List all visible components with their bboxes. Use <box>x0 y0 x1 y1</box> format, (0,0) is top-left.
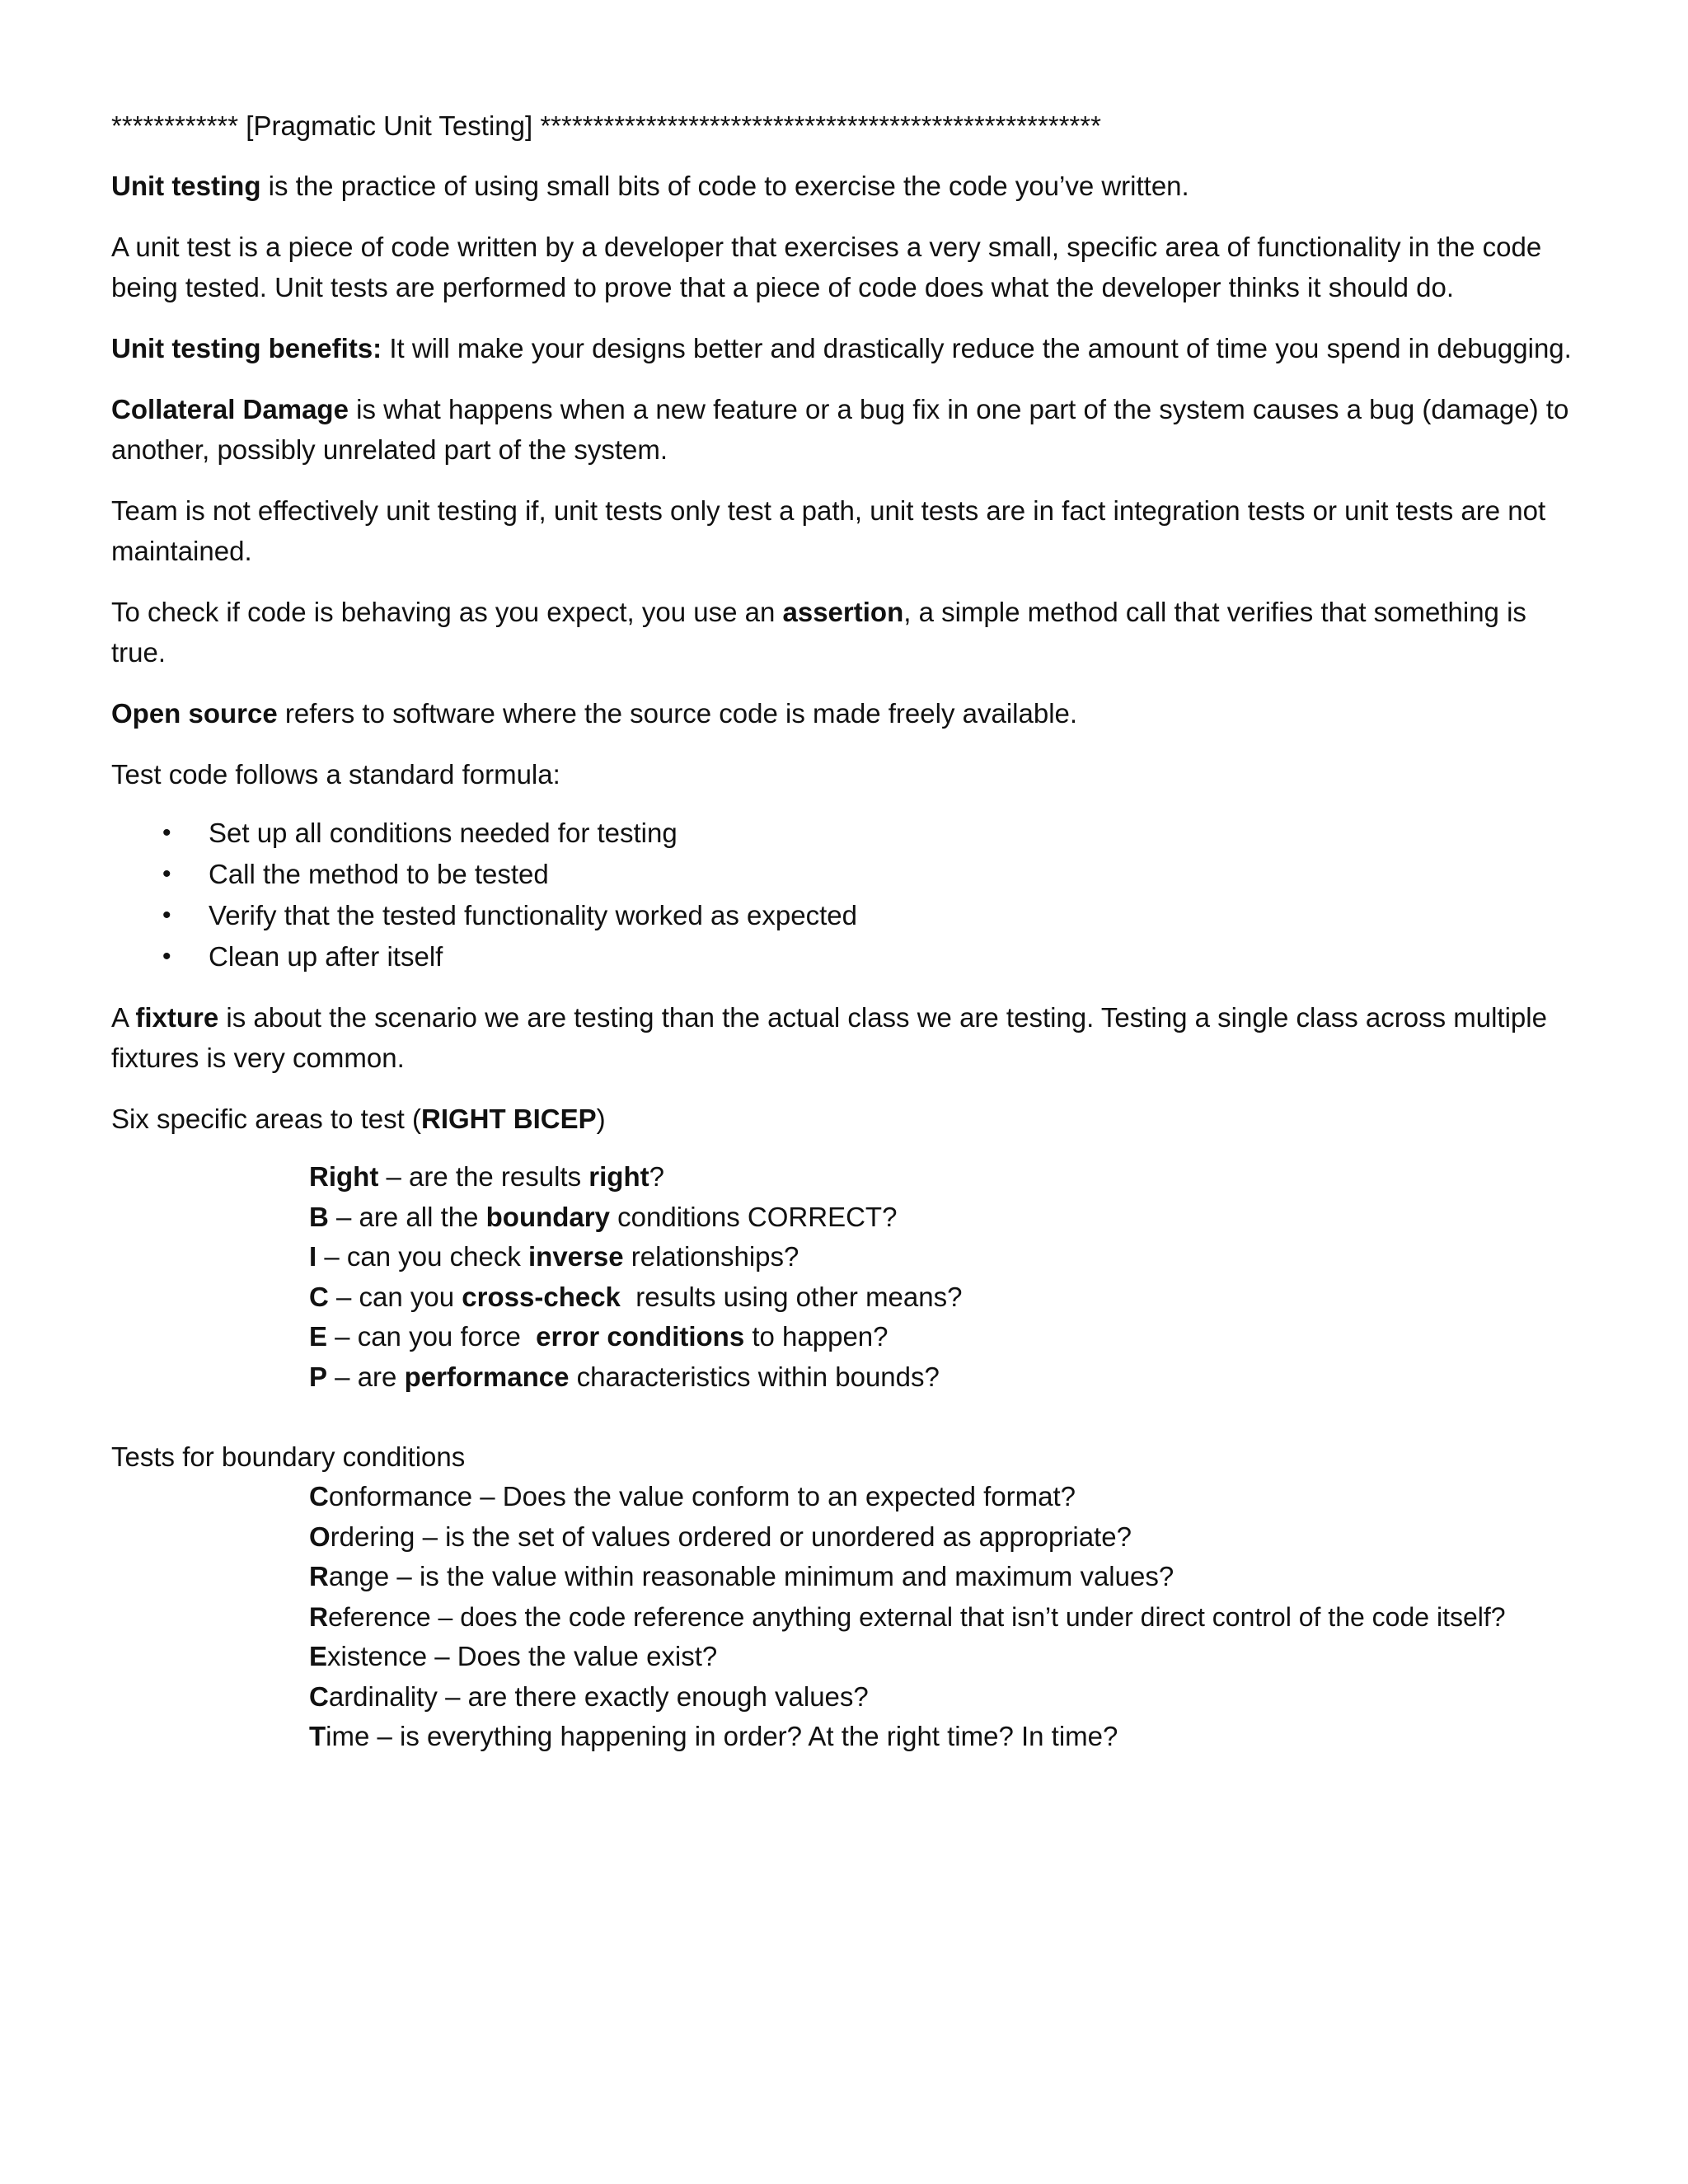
bicep-text: – can you force <box>327 1321 537 1352</box>
formula-list <box>111 813 1587 977</box>
bicep-text: ? <box>649 1161 664 1192</box>
bicep-row <box>309 1357 1587 1398</box>
correct-row <box>309 1637 1587 1677</box>
bicep-lead: P <box>309 1361 328 1392</box>
term-collateral-damage: Collateral Damage <box>111 394 349 424</box>
correct-list <box>309 1477 1587 1757</box>
paragraph-collateral-damage <box>111 389 1587 470</box>
bullet-icon: • <box>162 943 171 970</box>
term-open-source: Open source <box>111 698 278 729</box>
paragraph-text: It will make your designs better and drastically reduce the amount of time you spend in debugging. <box>382 333 1572 363</box>
bicep-text: – are <box>327 1361 405 1392</box>
bicep-row <box>309 1157 1587 1197</box>
correct-text: rdering – is the set of values ordered or unordered as appropriate? <box>330 1521 1132 1552</box>
document-page <box>111 105 1587 1757</box>
paragraph-text: , a simple method call that verifies that something is true. <box>111 597 1526 668</box>
bicep-text: – are the results <box>378 1161 589 1192</box>
paragraph-assertion <box>111 592 1587 673</box>
paragraph-unit-test-definition: A unit test is a piece of code written by a developer that exercises a very small, specific area of functionality in the code being tested. Unit tests are performed to prove that a piece of code does what the developer thinks it should do. <box>111 232 1542 302</box>
correct-row <box>309 1477 1587 1517</box>
bicep-key: inverse <box>528 1241 624 1272</box>
paragraph-benefits <box>111 328 1587 368</box>
bicep-lead: Right <box>309 1161 379 1192</box>
correct-row <box>309 1517 1587 1558</box>
bicep-key: error conditions <box>536 1321 745 1352</box>
list-item <box>111 936 1587 977</box>
paragraph-text: ) <box>596 1104 606 1134</box>
bicep-row <box>309 1197 1587 1238</box>
bicep-key: right <box>588 1161 649 1192</box>
bullet-icon: • <box>162 902 171 929</box>
correct-row <box>309 1557 1587 1597</box>
paragraph-team: Team is not effectively unit testing if, unit tests only test a path, unit tests are in fact integration tests or unit tests are not maintained. <box>111 495 1546 566</box>
bicep-lead: C <box>309 1281 329 1312</box>
bicep-text: – can you check <box>316 1241 528 1272</box>
term-unit-testing: Unit testing <box>111 171 261 201</box>
correct-letter: C <box>309 1481 329 1511</box>
correct-letter: O <box>309 1521 331 1552</box>
paragraph-fixture <box>111 997 1587 1078</box>
correct-text: ime – is everything happening in order? At the right time? In time? <box>326 1721 1118 1751</box>
bicep-text: to happen? <box>744 1321 889 1352</box>
correct-text: xistence – Does the value exist? <box>327 1641 718 1671</box>
correct-letter: R <box>309 1561 329 1591</box>
paragraph-text: is what happens when a new feature or a bug fix in one part of the system causes a bug (damage) to another, possibly unrelated part of the system. <box>111 394 1569 465</box>
paragraph-right-bicep-intro <box>111 1099 1587 1139</box>
bicep-text: conditions CORRECT? <box>609 1201 898 1232</box>
boundary-heading: Tests for boundary conditions <box>111 1441 466 1472</box>
paragraph-unit-testing <box>111 166 1587 206</box>
correct-letter: R <box>309 1601 329 1632</box>
correct-text: ange – is the value within reasonable minimum and maximum values? <box>328 1561 1175 1591</box>
bicep-text: characteristics within bounds? <box>569 1361 940 1392</box>
term-right-bicep: RIGHT BICEP <box>420 1104 597 1134</box>
correct-row <box>309 1597 1587 1638</box>
term-fixture: fixture <box>135 1002 219 1033</box>
bicep-lead: E <box>309 1321 328 1352</box>
correct-text: onformance – Does the value conform to an expected format? <box>328 1481 1076 1511</box>
list-item-text: Call the method to be tested <box>209 859 549 889</box>
paragraph-text: is the practice of using small bits of code to exercise the code you’ve written. <box>260 171 1189 201</box>
list-item <box>111 895 1587 936</box>
paragraph-formula-intro: Test code follows a standard formula: <box>111 759 560 790</box>
list-item <box>111 854 1587 895</box>
correct-letter: E <box>309 1641 328 1671</box>
list-item-text: Set up all conditions needed for testing <box>209 818 678 848</box>
paragraph-text: A <box>111 1002 136 1033</box>
bicep-row <box>309 1237 1587 1277</box>
paragraph-open-source <box>111 693 1587 733</box>
paragraph-text: refers to software where the source code is made freely available. <box>277 698 1078 729</box>
bicep-lead: B <box>309 1201 329 1232</box>
bicep-text: – can you <box>328 1281 462 1312</box>
correct-row <box>309 1717 1587 1757</box>
paragraph-text: To check if code is behaving as you expect, you use an <box>111 597 783 627</box>
correct-letter: T <box>309 1721 326 1751</box>
term-assertion: assertion <box>782 597 904 627</box>
bullet-icon: • <box>162 860 171 888</box>
correct-row <box>309 1677 1587 1718</box>
list-item <box>111 813 1587 854</box>
correct-text: eference – does the code reference anything external that isn’t under direct control of the code itself? <box>328 1601 1506 1632</box>
list-item-text: Verify that the tested functionality worked as expected <box>209 900 857 930</box>
list-item-text: Clean up after itself <box>209 941 443 972</box>
correct-text: ardinality – are there exactly enough values? <box>328 1680 869 1712</box>
bicep-key: performance <box>404 1361 570 1392</box>
bicep-text: results using other means? <box>620 1281 963 1312</box>
bicep-lead: I <box>309 1241 317 1272</box>
bicep-text: relationships? <box>623 1241 799 1272</box>
right-bicep-list <box>309 1157 1587 1397</box>
paragraph-text: Six specific areas to test ( <box>111 1104 421 1134</box>
term-benefits: Unit testing benefits: <box>111 333 382 363</box>
bullet-icon: • <box>162 819 171 846</box>
title-line: ************ [Pragmatic Unit Testing] ***************************************************** <box>111 110 1101 141</box>
bicep-row <box>309 1317 1587 1357</box>
paragraph-text: is about the scenario we are testing than the actual class we are testing. Testing a single class across multiple fixtures is very common. <box>111 1002 1547 1073</box>
bicep-text: – are all the <box>328 1201 486 1232</box>
bicep-key: cross-check <box>462 1281 621 1312</box>
correct-letter: C <box>309 1680 329 1712</box>
bicep-key: boundary <box>485 1201 610 1232</box>
bicep-row <box>309 1277 1587 1318</box>
